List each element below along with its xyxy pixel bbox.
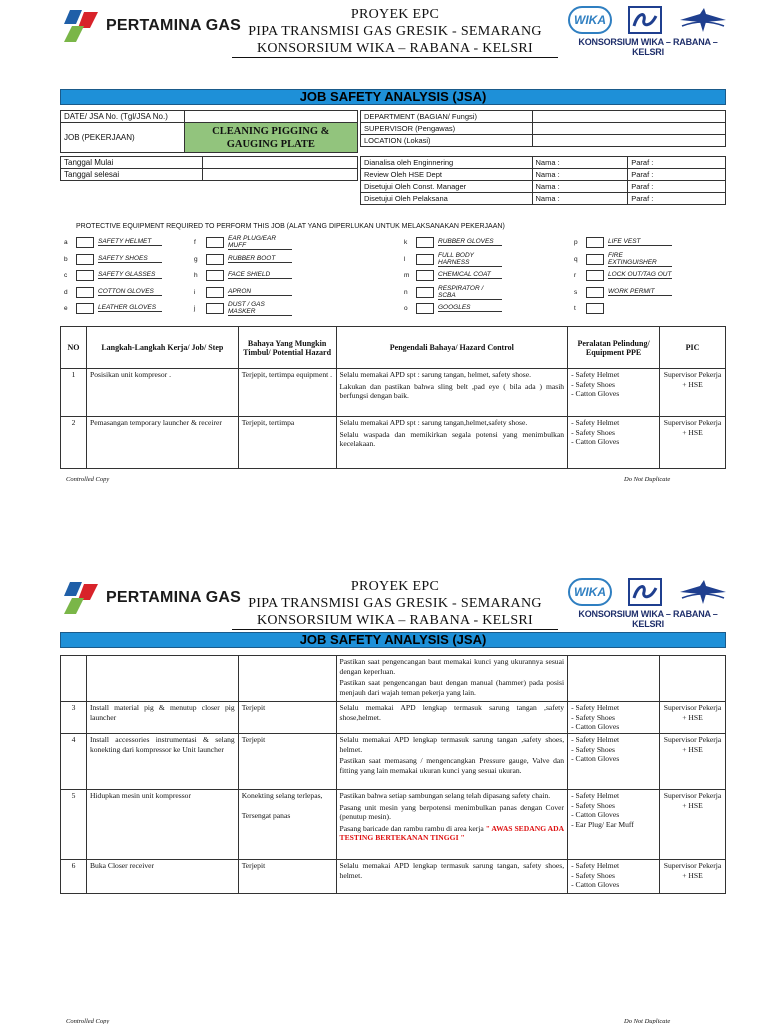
col-pic: PIC [660, 327, 726, 369]
ppe-checkbox[interactable] [206, 303, 224, 314]
ppe-option-label: FACE SHIELD [228, 271, 292, 279]
row-controls [336, 656, 568, 702]
ppe-option-label: FIRE EXTINGUISHER [608, 252, 672, 267]
ppe-option-label: RESPIRATOR / SCBA [438, 285, 502, 300]
ppe-item: - Catton Gloves [571, 810, 620, 819]
ppe-option [194, 286, 292, 298]
title-line-3: KONSORSIUM WIKA – RABANA - KELSRI [232, 40, 558, 58]
title-line-3: KONSORSIUM WIKA – RABANA - KELSRI [232, 612, 558, 630]
control-item: Lakukan dan pastikan bahwa sling belt ,pad eye ( bila ada ) masih berfungsi dengan baik. [339, 381, 565, 400]
jsa-steps-table-continued [60, 655, 726, 894]
ppe-checkbox[interactable] [586, 270, 604, 281]
pertamina-gas-logo [62, 580, 241, 616]
ppe-option-label: LEATHER GLOVES [98, 304, 162, 312]
ppe-checkbox[interactable] [586, 303, 604, 314]
jsa-steps-table [60, 326, 726, 469]
consortium-logos [568, 4, 728, 57]
ppe-item: - Safety Helmet [571, 418, 620, 427]
row-step [86, 656, 238, 702]
ppe-option [574, 236, 672, 248]
row-controls [336, 734, 568, 790]
hazard-item: Konekting selang terlepas, [241, 791, 323, 800]
approval-row [361, 169, 726, 181]
ppe-option-letter: e [64, 304, 68, 312]
start-date-value[interactable] [202, 157, 357, 169]
control-item: Pastikan bahwa setiap sambungan selang telah dipasang safety chain. [339, 791, 551, 800]
ppe-option-letter: k [404, 238, 408, 246]
table-row [61, 369, 726, 417]
approval-label: Disetujui Oleh Const. Manager [361, 181, 533, 193]
ppe-item: - Safety Helmet [571, 861, 620, 870]
control-item: Selalu memakai APD lengkap termasuk sarung tangan, safety shoes, helmet. [339, 861, 565, 880]
ppe-option [574, 269, 672, 281]
control-item: Pastikan saat pengencangan baut memakai kunci yang ukurannya sesuai dengan keperluan. [339, 657, 565, 676]
approval-label: Dianalisa oleh Enginnering [361, 157, 533, 169]
ppe-option [574, 286, 672, 298]
ppe-option-letter: m [404, 271, 410, 279]
ppe-option-letter: n [404, 288, 408, 296]
ppe-option-letter: r [574, 271, 577, 279]
ppe-option-label: GOOGLES [438, 304, 502, 312]
start-date-label: Tanggal Mulai [61, 157, 203, 169]
approval-label: Disetujui Oleh Pelaksana [361, 193, 533, 205]
supervisor-value[interactable] [532, 123, 725, 135]
title-line-2: PIPA TRANSMISI GAS GRESIK - SEMARANG [248, 596, 542, 611]
ppe-option-letter: p [574, 238, 578, 246]
consortium-logos [568, 576, 728, 629]
consortium-caption: KONSORSIUM WIKA – RABANA – KELSRI [578, 37, 718, 57]
end-date-value[interactable] [202, 169, 357, 181]
ppe-option-letter: g [194, 255, 198, 263]
ppe-option [64, 269, 162, 281]
row-no: 5 [61, 790, 87, 860]
ppe-option-letter: b [64, 255, 68, 263]
page-header [0, 0, 768, 57]
table-row [61, 790, 726, 860]
nama-label: Nama : [532, 193, 566, 205]
ppe-option-label: SAFETY GLASSES [98, 271, 162, 279]
approval-row [361, 157, 726, 169]
ppe-option [194, 302, 292, 314]
ppe-checkbox[interactable] [76, 237, 94, 248]
job-info-table [60, 110, 358, 153]
paraf-label: Paraf : [628, 181, 662, 193]
row-pic: Supervisor Pekerja + HSE [660, 790, 726, 860]
ppe-checkbox[interactable] [206, 270, 224, 281]
ppe-item: - Safety Shoes [571, 712, 615, 722]
approval-row [361, 181, 726, 193]
warning-control [340, 824, 565, 843]
warning-text: " AWAS SEDANG ADA TESTING BERTEKANAN TINGGI " [339, 823, 565, 842]
ppe-option [64, 286, 162, 298]
ppe-option-label: SAFETY SHOES [98, 255, 162, 263]
pertamina-logo-icon [62, 8, 102, 44]
col-control: Pengendali Bahaya/ Hazard Control [336, 327, 568, 369]
end-date-label: Tanggal selesai [61, 169, 203, 181]
department-table [360, 110, 726, 147]
table-row-continued [61, 656, 726, 702]
ppe-checkbox[interactable] [76, 287, 94, 298]
date-value[interactable] [184, 111, 357, 123]
col-no: NO [61, 327, 87, 369]
row-hazard [238, 656, 336, 702]
row-pic: Supervisor Pekerja + HSE [660, 702, 726, 734]
ppe-option-letter: o [404, 304, 408, 312]
ppe-checkbox[interactable] [76, 254, 94, 265]
row-hazard: Terjepit, tertimpa equipment . [238, 369, 336, 417]
ppe-item: - Safety Shoes [571, 379, 615, 389]
ppe-option-label: RUBBER GLOVES [438, 238, 502, 246]
table-row [61, 734, 726, 790]
ppe-checkbox[interactable] [206, 254, 224, 265]
row-controls [336, 790, 568, 860]
ppe-option [404, 302, 502, 314]
ppe-option-label: SAFETY HELMET [98, 238, 162, 246]
ppe-checkbox[interactable] [416, 254, 434, 265]
ppe-item: - Safety Shoes [571, 427, 615, 437]
paraf-label: Paraf : [628, 157, 662, 169]
row-hazard: Terjepit [238, 734, 336, 790]
row-pic: Supervisor Pekerja + HSE [660, 417, 726, 469]
paraf-value[interactable] [662, 181, 726, 193]
ppe-option-letter: t [574, 304, 576, 312]
footer-right: Do Not Duplicate [624, 1018, 671, 1024]
ppe-option [574, 302, 672, 314]
row-no: 6 [61, 860, 87, 894]
ppe-item: - Safety Shoes [571, 870, 615, 880]
ppe-option-label: WORK PERMIT [608, 288, 672, 296]
row-hazard: Terjepit, tertimpa [238, 417, 336, 469]
nama-label: Nama : [532, 157, 566, 169]
ppe-option-letter: l [404, 255, 406, 263]
ppe-option-letter: j [194, 304, 196, 312]
row-no: 4 [61, 734, 87, 790]
ppe-item: - Safety Shoes [571, 744, 615, 754]
supervisor-label: SUPERVISOR (Pengawas) [361, 123, 533, 135]
paraf-value[interactable] [662, 157, 726, 169]
ppe-checkbox[interactable] [76, 270, 94, 281]
row-step: Pemasangan temporary launcher & receirer [86, 417, 238, 469]
ppe-option-label: LIFE VEST [608, 238, 672, 246]
row-controls [336, 860, 568, 894]
ppe-checkbox[interactable] [76, 303, 94, 314]
ppe-item: - Catton Gloves [571, 722, 620, 731]
row-ppe [568, 734, 660, 790]
title-line-1: PROYEK EPC [350, 7, 440, 22]
ppe-checkbox[interactable] [416, 270, 434, 281]
ppe-option [404, 269, 502, 281]
row-ppe [568, 790, 660, 860]
footer-right: Do Not Duplicate [624, 476, 671, 483]
ppe-option [404, 253, 502, 265]
wika-logo: WIKA [568, 578, 612, 606]
kelsri-logo-icon [678, 6, 728, 34]
control-item: Selalu waspada dan memikirkan segala potensi yang menimbulkan kecelakaan. [339, 429, 565, 448]
row-no: 1 [61, 369, 87, 417]
pertamina-logo-icon [62, 580, 102, 616]
ppe-checkbox[interactable] [416, 287, 434, 298]
footer-left: Controlled Copy [66, 1018, 110, 1024]
wika-logo: WIKA [568, 6, 612, 34]
ppe-option [194, 236, 292, 248]
project-titles [232, 6, 558, 58]
ppe-option [64, 253, 162, 265]
nama-label: Nama : [532, 181, 566, 193]
paraf-value[interactable] [662, 193, 726, 205]
approval-row [361, 193, 726, 205]
jsa-title-bar: JOB SAFETY ANALYSIS (JSA) [60, 632, 726, 648]
row-step: Install material pig & menutup closer pig launcher [86, 702, 238, 734]
department-value[interactable] [532, 111, 725, 123]
ppe-option [574, 253, 672, 265]
ppe-option [64, 236, 162, 248]
control-item: Pastikan saat pengencangan baut dengan manual (hammer) pada posisi menjauh dari wajah teman pekerja yang lain. [339, 678, 565, 697]
ppe-option-label: COTTON GLOVES [98, 288, 162, 296]
row-ppe [568, 417, 660, 469]
row-hazard: Terjepit [238, 702, 336, 734]
paraf-label: Paraf : [628, 169, 662, 181]
nama-value[interactable] [566, 181, 628, 193]
ppe-option-label: EAR PLUG/EAR MUFF [228, 235, 292, 250]
title-line-1: PROYEK EPC [350, 579, 440, 594]
ppe-option [404, 286, 502, 298]
pertamina-gas-logo [62, 8, 241, 44]
job-label: JOB (PEKERJAAN) [61, 123, 185, 153]
rabana-logo-icon [628, 6, 662, 34]
row-step: Buka Closer receiver [86, 860, 238, 894]
ppe-option [194, 269, 292, 281]
ppe-checkbox[interactable] [586, 254, 604, 265]
row-step: Install accessories instrumentasi & selang konekting dari kompressor ke Unit launcher [86, 734, 238, 790]
control-item: Pasang unit mesin yang berpotensi menimbulkan panas dengan Cover (penutup mesin). [339, 802, 565, 821]
col-steps: Langkah-Langkah Kerja/ Job/ Step [86, 327, 238, 369]
row-no: 2 [61, 417, 87, 469]
row-pic: Supervisor Pekerja + HSE [660, 734, 726, 790]
ppe-option-label: FULL BODY HARNESS [438, 252, 502, 267]
row-controls [336, 702, 568, 734]
ppe-option-letter: h [194, 271, 198, 279]
col-hazard: Bahaya Yang Mungkin Timbul/ Potential Hazard [238, 327, 336, 369]
nama-value[interactable] [566, 157, 628, 169]
ppe-item: - Safety Helmet [571, 370, 620, 379]
control-item: Selalu memakai APD spt : sarung tangan, helmet, safety shose. [339, 370, 532, 379]
warning-prefix: Pasang baricade dan rambu rambu di area kerja [339, 823, 484, 833]
ppe-item: - Catton Gloves [571, 754, 620, 763]
ppe-item: - Safety Helmet [571, 735, 620, 744]
row-pic: Supervisor Pekerja + HSE [660, 860, 726, 894]
ppe-option-letter: a [64, 238, 68, 246]
row-step: Posisikan unit kompresor . [86, 369, 238, 417]
row-ppe [568, 369, 660, 417]
ppe-checkbox[interactable] [206, 287, 224, 298]
row-pic [660, 656, 726, 702]
row-ppe [568, 860, 660, 894]
project-titles [232, 578, 558, 630]
paraf-label: Paraf : [628, 193, 662, 205]
row-ppe [568, 656, 660, 702]
control-item: Selalu memakai APD lengkap termasuk sarung tangan ,safety shose,helmet. [339, 703, 565, 722]
hazard-item: Tersengat panas [241, 810, 291, 820]
ppe-option [64, 302, 162, 314]
paraf-value[interactable] [662, 169, 726, 181]
ppe-option-label: DUST / GAS MASKER [228, 301, 292, 316]
ppe-item: - Ear Plug/ Ear Muff [571, 819, 634, 829]
ppe-option-label: APRON [228, 288, 292, 296]
rabana-logo-icon [628, 578, 662, 606]
ppe-checkbox[interactable] [586, 237, 604, 248]
ppe-option-letter: f [194, 238, 196, 246]
ppe-section-title: PROTECTIVE EQUIPMENT REQUIRED TO PERFORM THIS JOB (ALAT YANG DIPERLUKAN UNTUK MELAKSANAKAN PEKERJAAN) [76, 223, 505, 230]
ppe-option-letter: i [194, 288, 196, 296]
ppe-item: - Catton Gloves [571, 880, 620, 889]
location-value[interactable] [532, 135, 725, 147]
logo-text: PERTAMINA GAS [106, 589, 242, 606]
row-controls [336, 369, 568, 417]
control-item: Selalu memakai APD spt : sarung tangan,helmet,safety shose. [339, 418, 528, 427]
job-dates-table [60, 156, 358, 181]
kelsri-logo-icon [678, 578, 728, 606]
ppe-option-letter: q [574, 255, 578, 263]
ppe-item: - Safety Helmet [571, 791, 620, 800]
jsa-page-2 [0, 572, 768, 1024]
ppe-item: - Safety Helmet [571, 703, 620, 712]
ppe-checkbox[interactable] [586, 287, 604, 298]
ppe-option-letter: c [64, 271, 68, 279]
row-hazard: Terjepit [238, 860, 336, 894]
row-no [61, 656, 87, 702]
jsa-page-1 [0, 0, 768, 483]
row-ppe [568, 702, 660, 734]
ppe-option-label: RUBBER BOOT [228, 255, 292, 263]
ppe-item: - Safety Shoes [571, 800, 615, 810]
title-line-2: PIPA TRANSMISI GAS GRESIK - SEMARANG [248, 24, 542, 39]
ppe-option-letter: s [574, 288, 578, 296]
table-header-row [61, 327, 726, 369]
footer-left: Controlled Copy [66, 476, 110, 483]
date-label: DATE/ JSA No. (Tgl/JSA No.) [61, 111, 185, 123]
consortium-caption: KONSORSIUM WIKA – RABANA – KELSRI [578, 609, 718, 629]
ppe-option [404, 236, 502, 248]
logo-text: PERTAMINA GAS [106, 17, 242, 34]
control-item: Pastikan saat memasang / mengencangkan Pressure gauge, Valve dan fitting yang lain memakai ukuran kunci yang sesuai ukuran. [339, 756, 565, 775]
approval-label: Review Oleh HSE Dept [361, 169, 533, 181]
row-hazard [238, 790, 336, 860]
approval-table [360, 156, 726, 205]
jsa-title-bar: JOB SAFETY ANALYSIS (JSA) [60, 89, 726, 105]
col-ppe: Peralatan Pelindung/ Equipment PPE [568, 327, 660, 369]
control-item: Selalu memakai APD lengkap termasuk sarung tangan ,safety shoes, helmet. [339, 735, 565, 754]
page-header [0, 572, 768, 629]
ppe-checkbox[interactable] [416, 303, 434, 314]
nama-value[interactable] [566, 193, 628, 205]
row-no: 3 [61, 702, 87, 734]
table-row [61, 860, 726, 894]
ppe-option [194, 253, 292, 265]
ppe-option-label: CHEMICAL COAT [438, 271, 502, 279]
row-controls [336, 417, 568, 469]
row-step: Hidupkan mesin unit kompressor [86, 790, 238, 860]
ppe-item: - Catton Gloves [571, 437, 620, 446]
department-label: DEPARTMENT (BAGIAN/ Fungsi) [361, 111, 533, 123]
row-pic: Supervisor Pekerja + HSE [660, 369, 726, 417]
ppe-option-letter: d [64, 288, 68, 296]
table-row [61, 702, 726, 734]
job-value: CLEANING PIGGING & GAUGING PLATE [184, 123, 357, 153]
ppe-option-label: LOCK OUT/TAG OUT [608, 271, 672, 278]
nama-label: Nama : [532, 169, 566, 181]
ppe-item: - Catton Gloves [571, 389, 620, 398]
ppe-checkbox[interactable] [416, 237, 434, 248]
table-row [61, 417, 726, 469]
location-label: LOCATION (Lokasi) [361, 135, 533, 147]
ppe-checkbox[interactable] [206, 237, 224, 248]
nama-value[interactable] [566, 169, 628, 181]
